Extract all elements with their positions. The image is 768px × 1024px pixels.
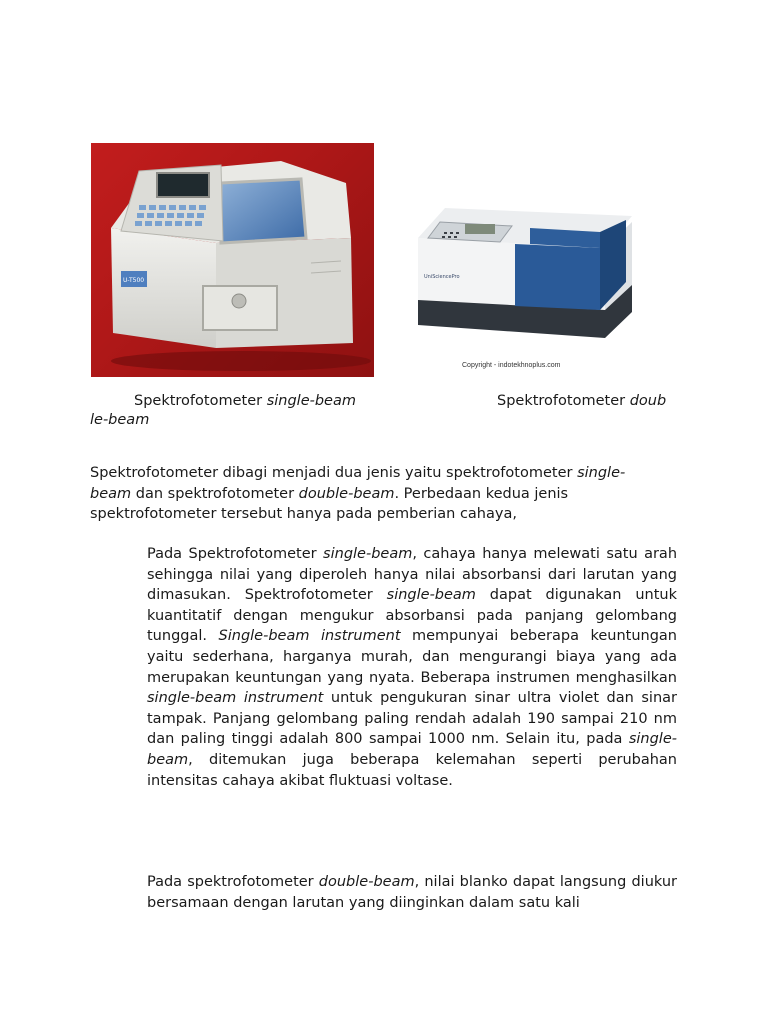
p2-text-1: Pada spektrofotometer [147, 874, 319, 890]
p1-text-6: , ditemukan juga beberapa kelemahan seperti perubahan intensitas cahaya akibat fluktuasi voltase. [147, 751, 677, 789]
p2-text-2: , nilai blanko dapat langsung diukur bersamaan dengan larutan yang diinginkan dalam satu kali [147, 874, 677, 911]
caption-double-beam-prefix: Spektrofotometer [497, 393, 630, 409]
image-copyright: Copyright - indotekhnoplus.com [462, 362, 561, 369]
device-badge-text: U-T500 [123, 277, 145, 284]
p1-italic-3: Single-beam instrument [218, 628, 401, 645]
p1-text-2: , cahaya hanya melewati satu arah sehingga nilai yang diperoleh hanya nilai absorbansi dari larutan yang dimasukan. Spektrofotometer [147, 546, 678, 604]
p1-italic-1: single-beam [323, 546, 413, 562]
caption-double-beam-continued [90, 411, 149, 430]
caption-double-beam [497, 392, 666, 411]
double-beam-paragraph [147, 872, 677, 913]
p1-text-3: dapat digunakan untuk kuantitatif dengan mengukur absorbansi pada panjang gelombang tunggal. [147, 587, 677, 645]
caption-single-beam [134, 392, 356, 411]
p1-italic-2: single-beam [386, 587, 476, 604]
intro-text-1: Spektrofotometer dibagi menjadi dua jenis yaitu spektrofotometer [90, 465, 578, 481]
p1-text-4: mempunyai beberapa keuntungan yaitu sederhana, harganya murah, dan mengurangi biaya yang ada merupakan keuntungan yang nyata. Beberapa instrumen menghasilkan [147, 628, 677, 686]
intro-paragraph [90, 463, 656, 525]
single-beam-paragraph [147, 544, 677, 791]
intro-text-2: dan spektrofotometer [131, 485, 299, 502]
p1-text-5: untuk pengukuran sinar ultra violet dan sinar tampak. Panjang gelombang paling rendah adalah 190 sampai 210 nm dan paling tinggi adalah 800 sampai 1000 nm. Selain itu, pada [147, 690, 677, 748]
intro-italic-2: double-beam [298, 485, 395, 502]
double-beam-spectrophotometer-photo [400, 160, 668, 378]
intro-italic-1: single-beam [90, 465, 626, 502]
p1-italic-5: single-beam [147, 731, 677, 768]
device-brand-text: UniSciencePro [424, 274, 460, 280]
p2-italic-1: double-beam [318, 874, 415, 890]
caption-single-beam-prefix: Spektrofotometer [134, 393, 267, 409]
p1-text-1: Pada Spektrofotometer [147, 546, 324, 562]
intro-text-3: . Perbedaan kedua jenis spektrofotometer tersebut hanya pada pemberian cahaya, [90, 485, 569, 522]
single-beam-spectrophotometer-photo [91, 143, 374, 377]
p1-italic-4: single-beam instrument [147, 690, 324, 707]
caption-double-beam-italic-2: le-beam [90, 412, 150, 428]
caption-double-beam-italic-1: doub [629, 393, 667, 409]
caption-single-beam-italic: single-beam [266, 393, 356, 409]
